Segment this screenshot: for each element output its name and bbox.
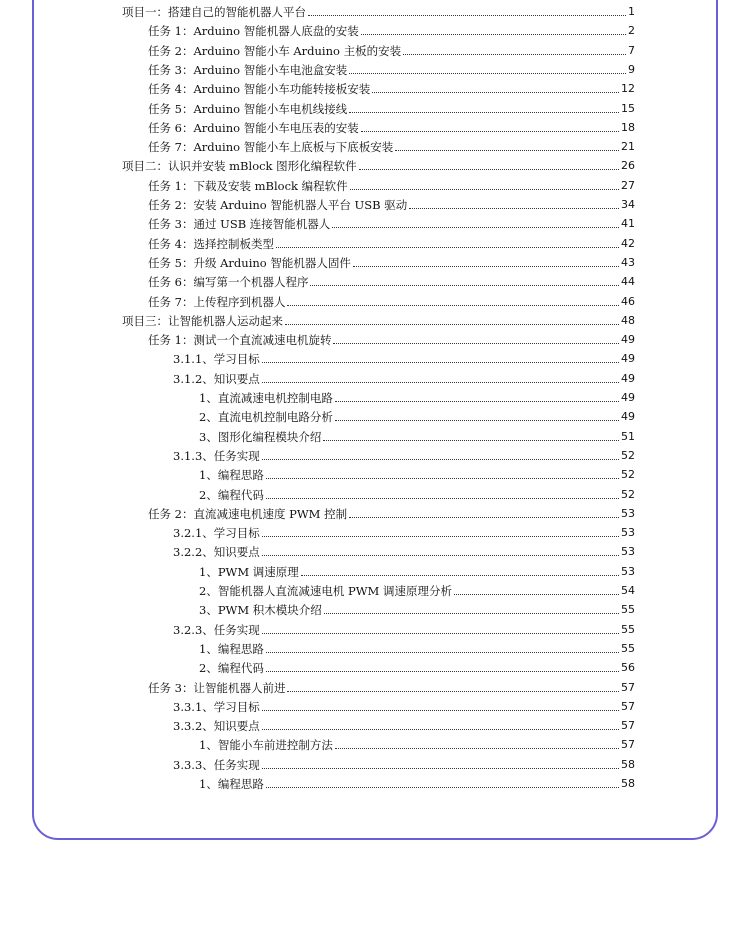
toc-entry[interactable] <box>173 445 635 463</box>
toc-entry-page-number: 46 <box>621 294 635 308</box>
toc-entry[interactable] <box>199 484 635 502</box>
dot-leader <box>262 709 619 711</box>
toc-entry[interactable] <box>148 252 635 270</box>
toc-entry-page-number: 55 <box>621 641 635 655</box>
dot-leader <box>262 728 619 730</box>
toc-entry-title: 3.2.2、知识要点 <box>173 545 260 560</box>
toc-entry-page-number: 55 <box>621 603 635 617</box>
toc-entry-title: 1、直流减速电机控制电路 <box>199 391 333 405</box>
toc-entry[interactable] <box>148 20 635 38</box>
toc-entry[interactable] <box>148 40 635 58</box>
toc-entry[interactable] <box>148 291 635 309</box>
toc-entry-title: 任务 4：选择控制板类型 <box>148 236 274 251</box>
dot-leader <box>359 168 619 170</box>
toc-entry-page-number: 9 <box>628 62 635 76</box>
toc-entry-title: 2、直流电机控制电路分析 <box>199 410 333 425</box>
toc-entry[interactable] <box>199 426 635 444</box>
toc-entry-title: 3.3.1、学习目标 <box>173 699 260 714</box>
toc-entry[interactable] <box>199 561 635 579</box>
toc-entry-page-number: 18 <box>621 120 635 134</box>
toc-entry-page-number: 7 <box>628 43 635 57</box>
dot-leader <box>454 593 619 595</box>
toc-entry-page-number: 57 <box>621 719 635 733</box>
toc-entry-page-number: 44 <box>621 275 635 289</box>
dot-leader <box>266 497 619 499</box>
dot-leader <box>266 651 619 653</box>
toc-entry-page-number: 1 <box>628 5 635 18</box>
toc-entry[interactable] <box>122 155 635 173</box>
toc-entry-title: 任务 1：测试一个直流减速电机旋转 <box>148 333 332 348</box>
toc-entry[interactable] <box>199 599 635 617</box>
toc-entry-title: 任务 6：编写第一个机器人程序 <box>148 275 309 290</box>
toc-entry[interactable] <box>173 754 635 772</box>
toc-entry-title: 2、编程代码 <box>199 487 264 502</box>
toc-entry-page-number: 49 <box>621 371 635 385</box>
toc-entry[interactable] <box>199 406 635 424</box>
toc-entry[interactable] <box>199 580 635 598</box>
toc-entry[interactable] <box>173 348 635 366</box>
toc-entry-page-number: 49 <box>621 391 635 404</box>
dot-leader <box>350 188 619 190</box>
toc-entry[interactable] <box>199 464 635 482</box>
dot-leader <box>324 612 619 614</box>
toc-entry[interactable] <box>148 213 635 231</box>
dot-leader <box>266 786 619 788</box>
toc-entry-page-number: 42 <box>621 236 635 250</box>
toc-entry-page-number: 53 <box>621 526 635 540</box>
toc-entry-title: 任务 1：下载及安装 mBlock 编程软件 <box>148 178 348 193</box>
toc-entry-page-number: 12 <box>621 82 635 96</box>
toc-entry-page-number: 49 <box>621 352 635 366</box>
toc-entry[interactable] <box>148 329 635 347</box>
dot-leader <box>349 72 626 74</box>
toc-entry[interactable] <box>122 1 635 19</box>
toc-entry-page-number: 53 <box>621 506 635 520</box>
dot-leader <box>262 767 619 769</box>
toc-entry-page-number: 27 <box>621 178 635 192</box>
dot-leader <box>287 690 619 692</box>
toc-entry[interactable] <box>173 522 635 540</box>
toc-entry[interactable] <box>199 734 635 752</box>
toc-entry[interactable] <box>173 368 635 386</box>
toc-entry[interactable] <box>148 677 635 695</box>
toc-entry-page-number: 34 <box>621 198 635 211</box>
dot-leader <box>332 226 619 228</box>
toc-entry-title: 1、编程思路 <box>199 641 264 656</box>
toc-entry[interactable] <box>199 387 635 405</box>
dot-leader <box>301 574 619 576</box>
toc-entry[interactable] <box>148 117 635 135</box>
dot-leader <box>287 304 619 306</box>
toc-entry[interactable] <box>148 175 635 193</box>
toc-entry-title: 3、PWM 积木模块介绍 <box>199 603 322 618</box>
toc-entry-title: 任务 5：升级 Arduino 智能机器人固件 <box>148 255 351 270</box>
dot-leader <box>276 246 619 248</box>
toc-entry-title: 1、智能小车前进控制方法 <box>199 738 333 753</box>
toc-entry-title: 项目二：认识并安装 mBlock 图形化编程软件 <box>122 159 357 174</box>
toc-entry-page-number: 52 <box>621 487 635 501</box>
dot-leader <box>262 381 619 383</box>
toc-entry[interactable] <box>122 310 635 328</box>
toc-entry-title: 任务 7：Arduino 智能小车上底板与下底板安装 <box>148 140 394 155</box>
toc-entry-page-number: 48 <box>621 313 635 327</box>
toc-entry-page-number: 53 <box>621 545 635 559</box>
toc-entry-title: 1、编程思路 <box>199 777 264 791</box>
toc-entry-page-number: 2 <box>628 24 635 38</box>
toc-entry-page-number: 58 <box>621 777 635 790</box>
toc-entry-title: 任务 2：安装 Arduino 智能机器人平台 USB 驱动 <box>148 198 408 212</box>
dot-leader <box>262 361 619 363</box>
toc-entry[interactable] <box>199 773 635 791</box>
toc-entry[interactable] <box>173 541 635 559</box>
toc-entry-title: 任务 5：Arduino 智能小车电机线接线 <box>148 101 348 116</box>
dot-leader <box>262 632 619 634</box>
toc-entry[interactable] <box>148 98 635 116</box>
toc-entry[interactable] <box>148 136 635 154</box>
toc-entry[interactable] <box>173 619 635 637</box>
dot-leader <box>372 91 619 93</box>
toc-entry[interactable] <box>148 194 635 212</box>
toc-entry-title: 任务 3：让智能机器人前进 <box>148 680 286 695</box>
toc-entry-title: 2、智能机器人直流减速电机 PWM 调速原理分析 <box>199 584 452 598</box>
toc-entry[interactable] <box>148 271 635 289</box>
dot-leader <box>266 670 619 672</box>
toc-entry-title: 任务 3：通过 USB 连接智能机器人 <box>148 217 331 232</box>
toc-entry-page-number: 52 <box>621 468 635 482</box>
dot-leader <box>262 458 619 460</box>
toc-entry-title: 项目三：让智能机器人运动起来 <box>122 313 283 328</box>
dot-leader <box>349 111 619 113</box>
toc-entry-title: 3、图形化编程模块介绍 <box>199 429 322 444</box>
toc-entry[interactable] <box>148 78 635 96</box>
toc-entry-title: 任务 7：上传程序到机器人 <box>148 294 286 309</box>
dot-leader <box>335 400 619 402</box>
toc-entry-title: 任务 4：Arduino 智能小车功能转接板安装 <box>148 82 371 97</box>
toc-entry-title: 任务 2：直流减速电机速度 PWM 控制 <box>148 506 348 521</box>
toc-entry-page-number: 26 <box>621 159 635 173</box>
toc-entry-title: 2、编程代码 <box>199 661 264 676</box>
dot-leader <box>308 14 626 16</box>
toc-entry-title: 任务 6：Arduino 智能小车电压表的安装 <box>148 120 359 135</box>
toc-entry-page-number: 53 <box>621 564 635 578</box>
toc-entry-page-number: 15 <box>621 101 635 115</box>
toc-entry[interactable] <box>148 503 635 521</box>
toc-entry-page-number: 43 <box>621 255 635 269</box>
toc-entry-page-number: 56 <box>621 661 635 675</box>
dot-leader <box>361 130 619 132</box>
dot-leader <box>262 535 619 537</box>
toc-entry-title: 项目一：搭建自己的智能机器人平台 <box>122 5 306 19</box>
toc-entry-page-number: 41 <box>621 217 635 231</box>
toc-entry-page-number: 55 <box>621 622 635 636</box>
dot-leader <box>409 207 619 209</box>
toc-entry-title: 1、编程思路 <box>199 468 264 483</box>
dot-leader <box>335 747 619 749</box>
toc-entry-title: 3.2.1、学习目标 <box>173 526 260 541</box>
toc-entry[interactable] <box>148 59 635 77</box>
toc-entry-page-number: 57 <box>621 699 635 713</box>
toc-entry-page-number: 49 <box>621 333 635 347</box>
toc-entry-page-number: 57 <box>621 738 635 752</box>
toc-entry-page-number: 49 <box>621 410 635 424</box>
dot-leader <box>403 53 626 55</box>
toc-entry-page-number: 54 <box>621 584 635 597</box>
toc-entry-title: 任务 2：Arduino 智能小车 Arduino 主板的安装 <box>148 43 402 58</box>
toc-entry-title: 3.2.3、任务实现 <box>173 622 260 637</box>
toc-entry-title: 3.3.3、任务实现 <box>173 757 260 772</box>
toc-entry[interactable] <box>173 696 635 714</box>
dot-leader <box>333 342 619 344</box>
dot-leader <box>361 33 626 35</box>
dot-leader <box>323 439 619 441</box>
dot-leader <box>353 265 619 267</box>
dot-leader <box>285 323 619 325</box>
toc-entry-page-number: 51 <box>621 429 635 443</box>
toc-entry[interactable] <box>173 715 635 733</box>
toc-entry-title: 任务 1：Arduino 智能机器人底盘的安装 <box>148 24 359 39</box>
toc-entry[interactable] <box>148 233 635 251</box>
toc-entry-title: 3.1.2、知识要点 <box>173 371 260 386</box>
toc-entry-page-number: 21 <box>621 140 635 154</box>
toc-entry-page-number: 52 <box>621 448 635 462</box>
dot-leader <box>262 554 619 556</box>
toc-entry-title: 3.1.1、学习目标 <box>173 352 260 367</box>
toc-entry-title: 1、PWM 调速原理 <box>199 564 299 579</box>
dot-leader <box>395 149 619 151</box>
toc-entry-title: 3.3.2、知识要点 <box>173 719 260 734</box>
dot-leader <box>266 477 619 479</box>
dot-leader <box>310 284 619 286</box>
toc-entry-title: 任务 3：Arduino 智能小车电池盒安装 <box>148 62 348 77</box>
dot-leader <box>335 419 619 421</box>
toc-entry[interactable] <box>199 657 635 675</box>
toc-entry[interactable] <box>199 638 635 656</box>
dot-leader <box>349 516 619 518</box>
toc-entry-page-number: 58 <box>621 757 635 771</box>
toc-entry-title: 3.1.3、任务实现 <box>173 448 260 463</box>
toc-entry-page-number: 57 <box>621 680 635 694</box>
